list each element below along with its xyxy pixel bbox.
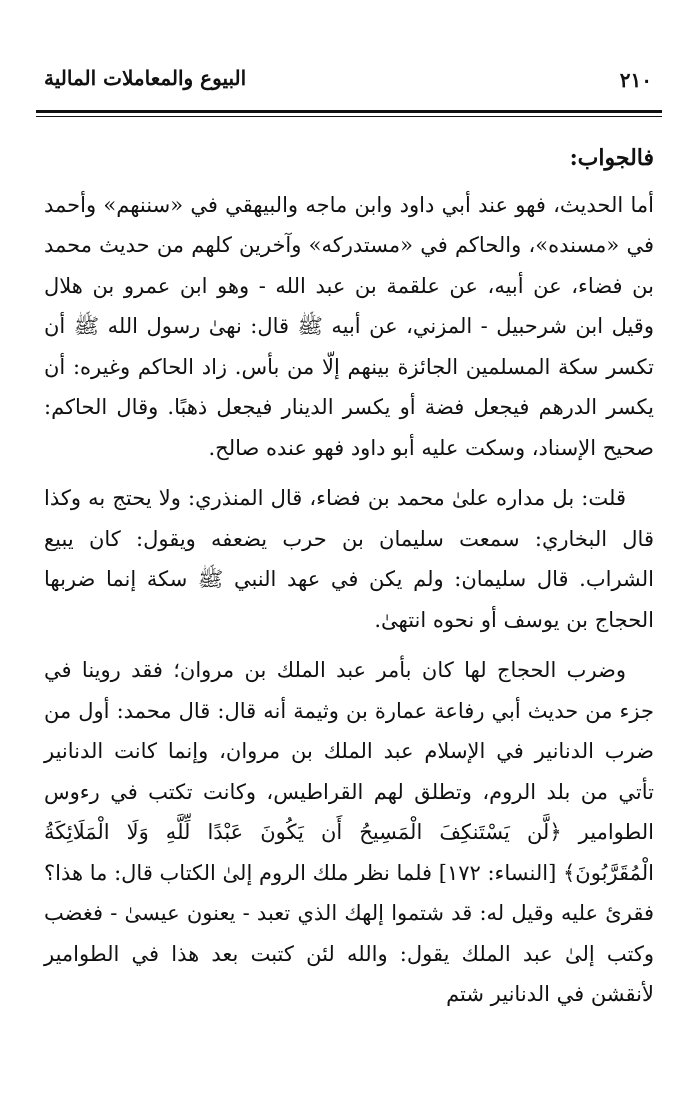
running-title: البيوع والمعاملات المالية bbox=[44, 66, 247, 90]
paragraph-commentary: قلت: بل مداره علىٰ محمد بن فضاء، قال المنذري: ولا يحتج به وكذا قال البخاري: سمعت سليمان بن حرب يضعفه ويقول: كان يبيع الشراب. قال سليمان: ولم يكن في عهد النبي ﷺ سكة إنما ضربها الحجاج بن يوسف أو نحوه انتهىٰ. bbox=[44, 486, 654, 632]
answer-heading: فالجواب: bbox=[569, 145, 654, 171]
paragraph-hadith: أما الحديث، فهو عند أبي داود وابن ماجه والبيهقي في «سننهم» وأحمد في «مسنده»، والحاكم في «مستدركه» وآخرين كلهم من حديث محمد بن فضاء، عن أبيه، عن علقمة بن عبد الله - وهو ابن عمرو بن هلال وقيل ابن شرحبيل - المزني، عن أبيه ﷺ قال: نهىٰ رسول الله ﷺ أن تكسر سكة المسلمين الجائزة بينهم إلّا من بأس. زاد الحاكم وغيره: أن يكسر الدرهم فيجعل فضة أو يكسر الدينار فيجعل ذهبًا. وقال الحاكم: صحيح الإسناد، وسكت عليه أبو داود فهو عنده صالح. bbox=[44, 192, 654, 460]
paragraph-history: وضرب الحجاج لها كان بأمر عبد الملك بن مروان؛ فقد روينا في جزء من حديث أبي رفاعة عمارة بن وثيمة أنه قال: قال محمد: أول من ضرب الدنانير في الإسلام عبد الملك بن مروان، وإنما كانت الدنانير تأتي من بلد الروم، وتطلق لهم القراطيس، وكانت تكتب في رءوس الطوامير ﴿لَّن يَسْتَنكِفَ الْمَسِيحُ أَن يَكُونَ عَبْدًا لِّلَّهِ وَلَا الْمَلَائِكَةُ الْمُقَرَّبُونَ﴾ [النساء: ١٧٢] فلما نظر ملك الروم إلىٰ الكتاب قال: ما هذا؟ فقرئ عليه وقيل له: قد شتموا إلهك الذي تعبد - يعنون عيسىٰ - فغضب وكتب إلىٰ عبد الملك يقول: والله لئن كتبت بعد هذا في الطوامير لأنقشن في الدنانير شتم bbox=[44, 658, 654, 1006]
header-rule-thin bbox=[36, 116, 662, 117]
header-rule-thick bbox=[36, 110, 662, 113]
main-text bbox=[44, 138, 654, 1015]
page-number: ٢١٠ bbox=[619, 68, 652, 92]
page-header bbox=[36, 60, 662, 100]
